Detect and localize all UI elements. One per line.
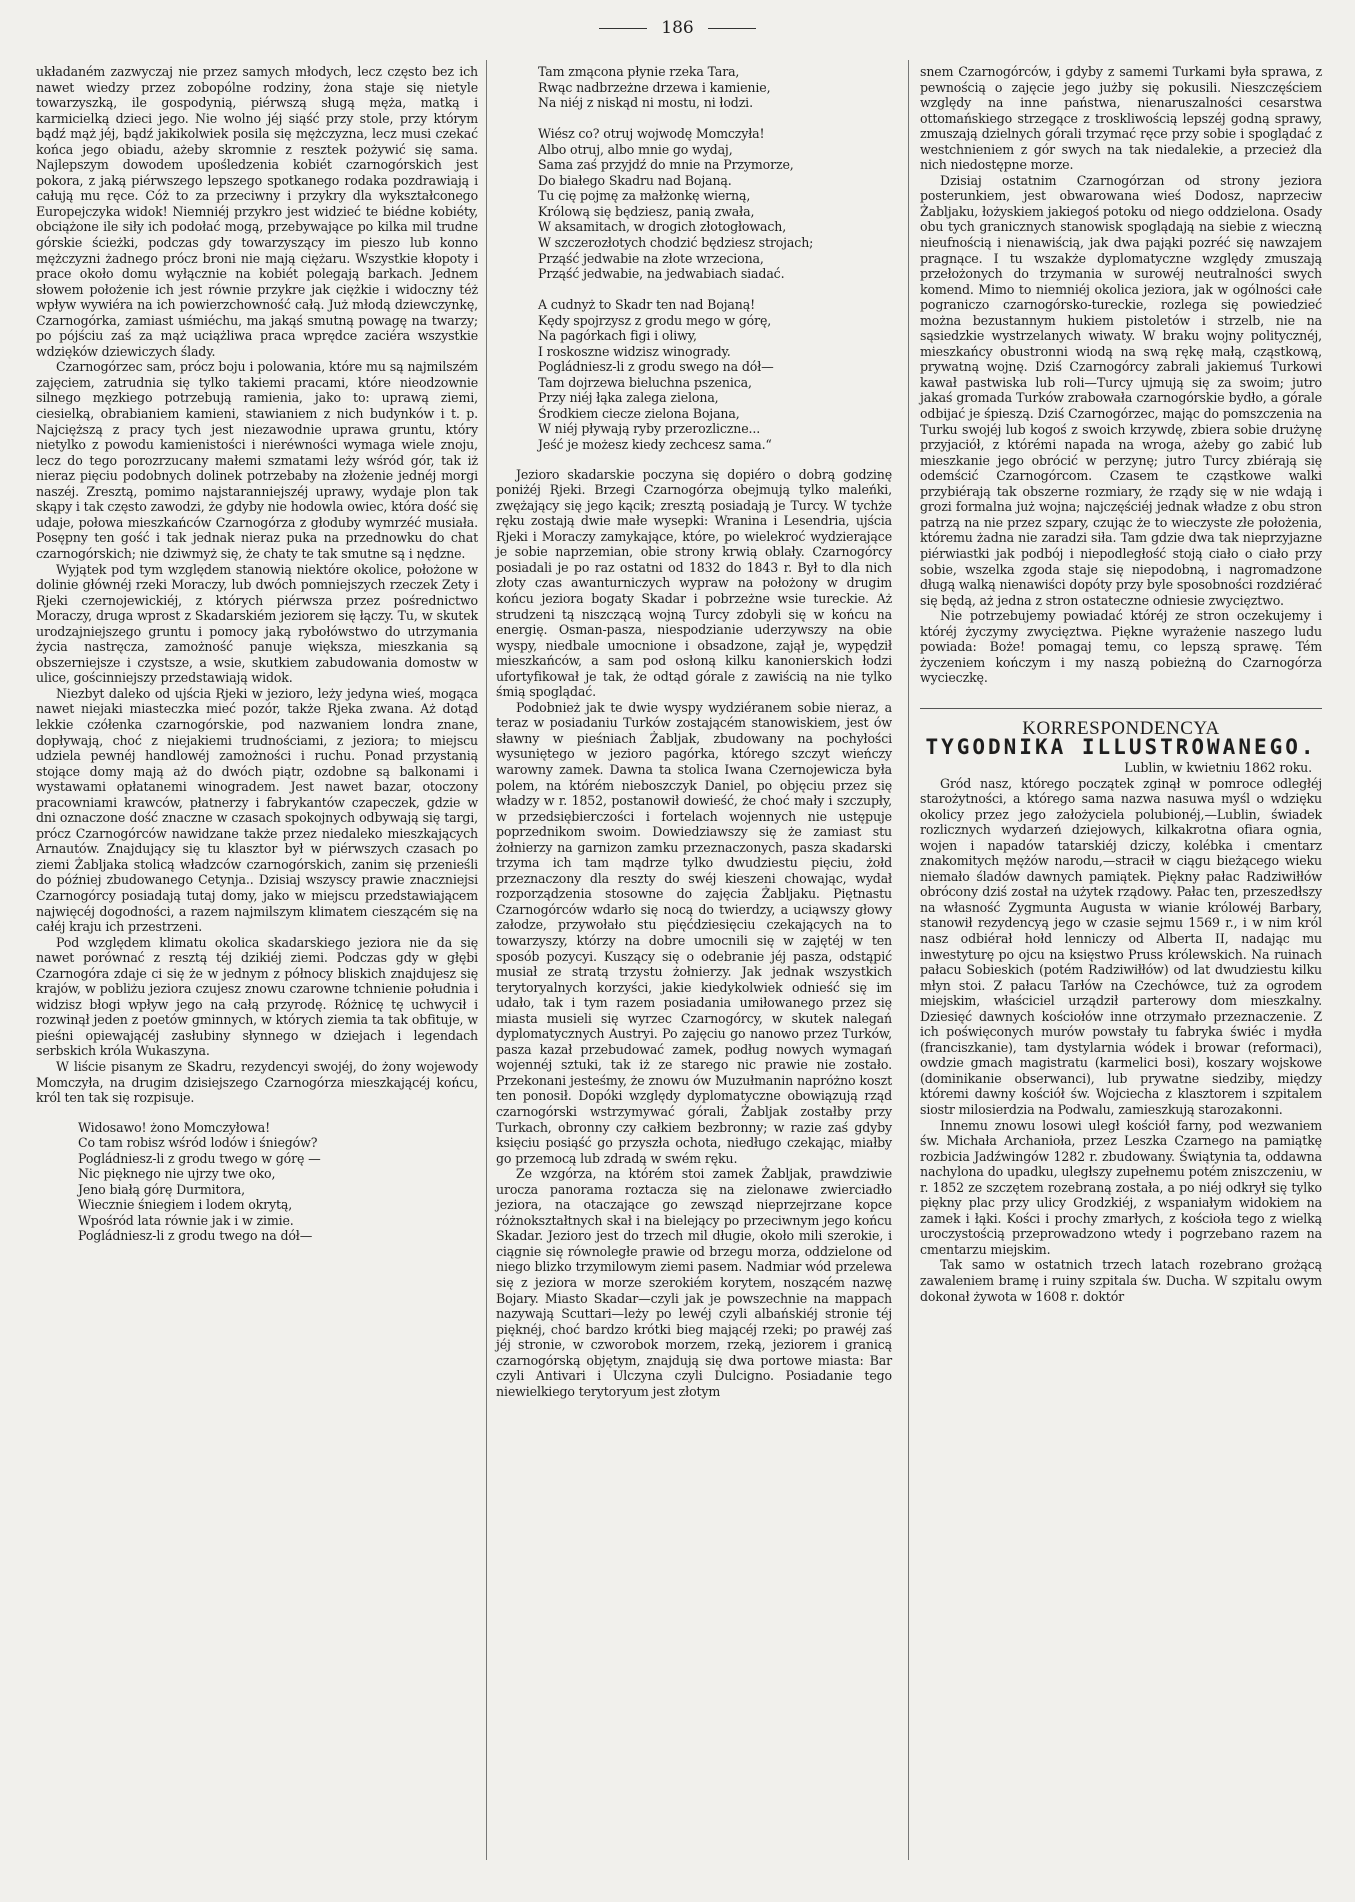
poem-line: A cudnyż to Skadr ten nad Bojaną! (538, 297, 755, 313)
paragraph: Ze wzgórza, na którém stoi zamek Żabljak, prawdziwie urocza panorama roztacza się na zielonawe zwierciadło jeziora, na otaczające go zewsząd nieprzejrzane kopce różnokształtnych skał i na bielejący po przeciwnym jego końcu Skadar. Jezioro jest do trzech mil długie, około mili szerokie, i ciągnie się równoległe prawie od brzegu morza, oddzielone od niego blizko trzymilowym ziemi pasem. Nadmiar wód przelewa się z jeziora w morze szerokiém korytem, noszącém nazwę Bojary. Miasto Skadar—czyli jak je powszechnie na mappach nazywają Scuttari—leży po lewéj czyli albańskiéj stronie téj pięknéj, choć bardzo krótki bieg mającéj rzeki; po prawéj zaś jéj stronie, w czworobok morzem, rzeką, jeziorem i granicą czarnogórską objętym, znajdują się dwa portowe miasta: Bar czyli Antivari i Ulczyna czyli Dulcigno. Posiadanie tego niewielkiego terytoryum jest złotym (496, 1166, 892, 1399)
poem-line: Środkiem ciecze zielona Bojana, (538, 405, 740, 421)
poem-line: Widosawo! żono Momczyłowa! (78, 1119, 271, 1135)
paragraph: Innemu znowu losowi uległ kościół farny, pod wezwaniem św. Michała Archanioła, przez Leszka Czarnego na pamiątkę rozbicia Jadźwingów 1282 r. zbudowany. Świątynia ta, oddawna nachylona do upadku, uległszy zupełnemu potém zniszczeniu, w r. 1852 ze szczętem rozebraną została, a po niéj odkrył się tylko piękny plac przy ulicy Grodzkiéj, z wspaniałym widokiem na zamek i łąki. Kości i prochy zmarłych, z kościoła tego z wielką uroczystością przeprowadzono wtedy i pogrzebano razem na cmentarzu miejskim. (920, 1117, 1322, 1257)
paragraph: Czarnogórzec sam, prócz boju i polowania, które mu są najmilszém zajęciem, zatrudnia się tylko takiemi pracami, które nieodzownie silnego męzkiego potrzebują ramienia, jako to: uprawą ziemi, ciesielką, obrabianiem kamieni, stawianiem z nich budynków i t. p. Najcięższą z pracy tych jest niezawodnie uprawa gruntu, który nietylko z powodu kamienistości i nieréwności wymaga wiele znoju, lecz do tego porozrzucany małemi szmatami leży wśród gór, tak iż nieraz pięciu podobnych dolinek potrzebaby na złożenie jednéj morgi naszéj. Zresztą, pomimo najstaranniejszéj uprawy, wydaje plon tak skąpy i tak często zawodzi, że gdyby nie hodowla owiec, która dość się udaje, połowa mieszkańców Czarnogórza z głoduby wymrzéć musiała. Posępny ten gość i tak jednak nieraz puka na przednowku do chat czarnogórskich; nie dziwmyż się, że chaty te tak smutne są i nędzne. (36, 359, 478, 561)
paragraph: Gród nasz, którego początek zginął w pomroce odległéj starożytności, a którego sama nazwa nasuwa myśl o wdzięku okolicy przez jego założyciela polubionéj,—Lublin, świadek rozlicznych wydarzeń dziejowych, kilkakrotna ofiara ognia, wojen i napadów tatarskiéj dziczy, kolébka i cmentarz znakomitych mężów narodu,—stracił w ciągu bieżącego wieku niemało śladów dawnych pamiątek. Piękny pałac Radziwiłłów obrócony dziś został na użytek rządowy. Pałac ten, przeszedłszy na własność Zygmunta Augusta w wianie królowéj Barbary, stanowił rezydencyą jego w czasie sejmu 1569 r., i w nim król nasz odbiérał hołd lenniczy od Alberta II, nadając mu inwestyturę po ojcu na księstwo Pruss królewskich. Na ruinach pałacu Sobieskich (potém Radziwiłłów) od lat dwudziestu kilku młyn stoi. Z pałacu Tarłów na Czechówce, tuż za ogrodem miejskim, właściciel urządził parterowy dom mieszkalny. Dziesięć dawnych kościołów inne otrzymało przeznaczenie. Z ich poświęconych murów powstały tu fabryka świéc i mydła (franciszkanie), tam dystylarnia wódek i browar (reformaci), owdzie gmach magistratu (karmelici bosi), koszary wojskowe (dominikanie obserwanci), lub prywatne siedziby, między któremi dawny kościół św. Wojciecha z klasztorem i szpitalem siostr milosierdzia na Podwalu, zamieszkują starozakonni. (920, 775, 1322, 1117)
poem-line: Prząść jedwabie, na jedwabiach siadać. (538, 266, 785, 282)
stanza-break (538, 282, 892, 298)
poem-line: Jeno białą górę Durmitora, (78, 1181, 245, 1197)
article-body (496, 467, 892, 1400)
poem-line: W szczerozłotych chodzić będziesz strojach; (538, 234, 814, 250)
poem-line: Do białego Skadru nad Bojaną. (538, 172, 732, 188)
poem (78, 1120, 478, 1244)
paragraph: Dzisiaj ostatnim Czarnogórzan od strony jeziora posterunkiem, jest obwarowana wieś Dodosz, naprzeciw Żabljaku, łożyskiem jakiegoś potoku od niego oddzielona. Osady obu tych granicznych stanowisk spoglądają na siebie z wieczną nieufnością i nienawiścią, jak dwa pająki pozréć się nawzajem pragnące. I tu wszakże dyplomatyczne względy zmuszają przełożonych do trzymania w surowéj neutralności swych komend. Mimo to niemniéj okolica jeziora, jak w ogólności całe pograniczo czarnogórsko-tureckie, rozlega się powiedzieć można bezustannym hukiem pistoletów i strzelb, nie na sąsiedzkie wystrzelanych wiwaty. W braku wojny politycznéj, mieszkańcy obustronni wiodą na swą rękę małą, cząstkową, prywatną wojnę. Dziś Czarnogórcy zabrali jakiemuś Turkowi kawał pastwiska lub roli—Turcy ujmują się za swoim; jutro jakaś gromada Turków zrabowała czarnogórskie bydło, a górale odbijać je śpieszą. Dziś Czarnogórzec, mając do pomszczenia na Turku swojéj lub kogoś z swoich krzywdę, zbiera sobie drużynę przyjaciół, z którémi napada na wroga, ażeby go zabić lub mieszkanie jego obrócić w perzynę; jutro Turcy zbiérają się odemścić Czarnogórcom. Czasem te cząstkowe walki przybiérają tak obszerne rozmiary, że rządy się w nie wdają i grozi formalna już wojna; najczęściéj jednak władze z obu stron patrzą na nie przez szpary, czując że to wieczyste złe położenia, któremu żadna nie zaradzi siła. Tam gdzie dwa tak nieprzyjazne piérwiastki jak podbój i niepodległość stoją ciało o ciało przy sobie, wszelka zgoda staje się niepodobną, i nagromadzone długą walką nienawiści dopóty przy byle sposobności rozdziérać się będą, aż jedna z stron ostateczne odniesie zwycięztwo. (920, 172, 1322, 608)
poem (538, 64, 892, 453)
page-number-text: 186 (661, 18, 694, 38)
paragraph: snem Czarnogórców, i gdyby z samemi Turkami była sprawa, z pewnością o zajęcie jego jużby się pokusili. Nieszczęściem względy na inne państwa, nienaruszalności cesarstwa ottomańskiego strzegące z troskliwością lepszéj godną sprawy, zmuszają dzielnych górali trzymać ręce przy sobie i spoglądać z westchnieniem z gór swych na tak niedalekie, a przecież dla nich niedostępne morze. (920, 64, 1322, 173)
poem-line: Pogládniesz-li z grodu twego na dół— (78, 1228, 313, 1244)
paragraph: Nie potrzebujemy powiadać któréj ze stron oczekujemy i któréj życzymy zwycięztwa. Piękne wyrażenie naszego ludu powiada: Boże! pomagaj temu, co lepszą sprawę. Tém życzeniem kończym i my naszą pobieżną do Czarnogórza wycieczkę. (920, 608, 1322, 686)
poem-line: Albo otruj, albo mnie go wydaj, (538, 141, 733, 157)
paragraph: Jezioro skadarskie poczyna się dopiéro o dobrą godzinę poniżéj Rjeki. Brzegi Czarnogórza obejmują tylko maleńki, zwężający się jego kącik; zresztą posiadają je Turcy. W tychże ręku zostają dwie małe wysepki: Wranina i Lesendria, ujścia Rjeki i Moraczy zamykające, które, po wielekroć wydzierające je sobie naprzemian, obie strony krwią oblały. Czarnogórcy posiadali je po raz ostatni od 1832 do 1843 r. Był to dla nich złoty czas awanturniczych wypraw na położony w drugim końcu jeziora bogaty Skadar i pobrzeżne wsie tureckie. Aż strudzeni tą niszczącą wojną Turcy zdobyli się w końcu na energię. Osman-pasza, niespodzianie uderzywszy na obie wyspy, niedbale umocnione i obsadzone, zajął je, wypędził mieszkańców, a sam pod osłoną kilku kanonierskich łodzi ufortyfikował je tak, że odtąd górale z zawiścią na nie tylko śmią spoglądać. (496, 466, 892, 700)
column-1 (36, 64, 478, 1258)
poem-line: Wpośród lata równie jak i w zimie. (78, 1212, 294, 1228)
poem-line: Wiecznie śniegiem i lodem okrytą, (78, 1197, 293, 1213)
page-number (0, 18, 1355, 38)
dateline: Lublin, w kwietniu 1862 roku. (1124, 759, 1312, 775)
correspondence-body (920, 776, 1322, 1305)
poem-line: Wiész co? otruj wojwodę Momczyła! (538, 126, 765, 142)
article-body (920, 64, 1322, 686)
column-divider (908, 60, 909, 1860)
divider (599, 28, 647, 29)
poem-line: Rwąc nadbrzeżne drzewa i kamienie, (538, 79, 771, 95)
paragraph: Pod względem klimatu okolica skadarskiego jeziora nie da się nawet porównać z resztą téj dzikiéj ziemi. Podczas gdy w głębi Czarnogóra zdaje ci się że w jednym z północy bliskich znajdujesz się krajów, w pobliżu jeziora czujesz znowu czarowne tchnienie południa i widzisz błogi wpływ jego na całą przyrodę. Różnicę tę uchwycił i rozwinął jeden z poetów gminnych, w których ziemia ta tak obfituje, w pieśni opiewającéj zasłubiny słynnego w dziejach i legendach serbskich króla Wukaszyna. (36, 934, 478, 1059)
column-divider (486, 60, 487, 1860)
poem-line: Kędy spojrzysz z grodu mego w górę, (538, 312, 772, 328)
poem-line: Na niéj z niskąd ni mostu, ni łodzi. (538, 95, 753, 111)
divider (708, 28, 756, 29)
poem-line: Tam dojrzewa bieluchna pszenica, (538, 374, 752, 390)
poem-line: Nic pięknego nie ujrzy twe oko, (78, 1166, 276, 1182)
poem-line: W aksamitach, w drogich złotogłowach, (538, 219, 787, 235)
paragraph: Podobnież jak te dwie wyspy wydziéranem sobie nieraz, a teraz w posiadaniu Turków zostającém stanowiskiem, jest ów sławny w pieśniach Żabljak, zbudowany na pochyłości wysuniętego w jezioro pagórka, którego szczyt wieńczy warowny zamek. Dawna ta stolica Iwana Czernojewicza była polem, na którém nieboszczyk Daniel, po objęciu przez się władzy w r. 1852, postanowił dowieść, że choć mały i szczupły, w przedsiębierczości i fortelach wojennych nie ustępuje poprzednikom swoim. Dowiedziawszy się że zamiast stu żołnierzy na garnizon zamku przeznaczonych, pasza skadarski trzyma ich tam mądrze tylko dwudziestu pięciu, żołd przeznaczony dla reszty do swéj kieszeni chowając, wydał rozporządzenia stosowne do zajęcia Żabljaku. Piętnastu Czarnogórców wdarło się nocą do twierdzy, a uciąwszy głowy załodze, przywołało stu pięćdziesięciu czekających na to towarzyszy, którzy na dobre umocnili się w zajętéj w ten sposób pozycyi. Kuszący się o odebranie jéj pasza, odstąpić musiał ze stratą trzystu żołnierzy. Jak jednak wszystkich terytoryalnych korzyści, jakie kiedykolwiek odnieść się im udało, tak i tym razem posiadania umiłowanego przez się miasta musieli się wyrzec Czarnogórcy, w skutek nalegań dyplomatycznych Austryi. Po zajęciu go nanowo przez Turków, pasza kazał przebudować zamek, podług nowych wymagań wojennéj sztuki, tak iż ze starego nic prawie nie zostało. Przekonani jesteśmy, że znowu ów Muzułmanin napróżno koszt ten ponosił. Dopóki względy dyplomatyczne obowiązują rząd czarnogórski wstrzymywać górali, Żabljak zostałby przy Turkach, obronny czy całkiem bezbronny; w razie zaś gdyby księciu posiąść go przyszła ochota, niedługo czekając, miałby go przemocą lub zdradą w swém ręku. (496, 699, 892, 1166)
paragraph: Wyjątek pod tym względem stanowią niektóre okolice, położone w dolinie głównéj rzeki Moraczy, lub dwóch pomniejszych rzeczek Zety i Rjeki czernojewickiéj, z których piérwsza przez pośrednictwo Moraczy, druga wprost z Skadarskiém jeziorem się łączy. Tu, w skutek urodzajniejszego gruntu i pomocy jaką rybołówstwo do utrzymania życia nastręcza, zamożność panuje większa, mieszkania są obszerniejsze i czystsze, a wsie, skutkiem zabudowania domostw w ulice, gościnniejszy przedstawiają widok. (36, 561, 478, 686)
poem-line: Przy niéj łąka zalega zielona, (538, 390, 719, 406)
poem-line: Tam zmącona płynie rzeka Tara, (538, 64, 740, 79)
paragraph: Niezbyt daleko od ujścia Rjeki w jezioro, leży jedyna wieś, mogąca nawet niejaki miasteczka mieć pozór, także Rjeka zwana. Aż dotąd lekkie czółenka czarnogórskie, pod nazwaniem londra znane, dopływają, choć z niejakiemi trudnościami, z jeziora; to miejscu udziela pewnéj handlowéj zamożności i ruchu. Ponad przystanią stojące domy mają aż do dwóch piątr, ozdobne są balkonami i wystawami opłatanemi winogradem. Jest nawet bazar, otoczony pracowniami krawców, płatnerzy i fabrykantów czapeczek, gdzie w dni oznaczone dość znaczne w czasach spokojnych odbywają się targi, prócz Czarnogórców nawidzane także przez niedaleko mieszkających Arnautów. Znajdujący się tu klasztor był w piérwszych czasach po ziemi Żabljaka stolicą władzców czarnogórskich, zanim się przenieśli do później zbudowanego Cetynja.. Dzisiaj wszyscy prawie znaczniejsi Czarnogórcy posiadają tutaj domy, jako w miejscu przedstawiającem najwięcéj dogodności, a razem najmilszym klimatem cieszącém się na całéj kraju ich przestrzeni. (36, 685, 478, 935)
poem-line: Prząść jedwabie na złote wrzeciona, (538, 250, 764, 266)
paragraph: W liście pisanym ze Skadru, rezydencyi swojéj, do żony wojewody Momczyła, na drugim dzisiejszego Czarnogórza mieszkającéj końcu, król ten tak się rozpisuje. (36, 1059, 478, 1106)
paragraph: układaném zazwyczaj nie przez samych młodych, lecz często bez ich nawet wiedzy przez zobopólne rodziny, żona staje się nietyle towarzyszką, ile gospodynią, piérwszą sługą męża, matką i karmicielką dzieci jego. Nie wolno jéj siąść przy stole, przy którym bądź mąż jéj, bądź jakikolwiek posila się mężczyzna, lecz musi czekać końca jego obiadu, ażeby skromnie z resztek pożywić się sama. Najlepszym dowodem upośledzenia kobiét czarnogórskich jest pokora, z jaką piérwszego lepszego spotkanego rodaka pozdrawiają i całują mu ręce. Cóż to za przeciwny i przykry dla wykształconego Europejczyka widok! Niemniéj przykro jest widzieć te biédne kobiéty, obciążone ile siły ich podołać mogą, przebywające po kilka mil trudne górskie ścieżki, podczas gdy towarzyszący im pieszo lub konno mężczyzni żadnego prócz broni nie mają ciężaru. Wszystkie kłopoty i prace około domu wyłącznie na kobiét polegają barkach. Jednem słowem położenie ich jest równie przykre jak ciężkie i widoczny téż wpływ wywiéra na ich powierzchowność całą. Już młodą dziewczynkę, Czarnogórka, zamiast uśmiéchu, ma jakąś smutną powagę na twarzy; po pójściu zaś za mąż uciążliwa praca wprędce zaciéra wszystkie wdzięków dziewiczych ślady. (36, 64, 478, 359)
column-3 (920, 64, 1322, 1304)
poem-line: Co tam robisz wśród lodów i śniegów? (78, 1135, 318, 1151)
poem-line: Pogládniesz-li z grodu swego na dół— (538, 359, 774, 375)
article-body (36, 64, 478, 1106)
poem-line: Pogládniesz-li z grodu twego w górę — (78, 1150, 321, 1166)
poem-line: I roskoszne widzisz winogrady. (538, 343, 731, 359)
section-divider (920, 708, 1322, 709)
publication-title: TYGODNIKA ILLUSTROWANEGO. (925, 735, 1317, 760)
poem-line: Jeść je możesz kiedy zechcesz sama.“ (538, 437, 772, 453)
poem-line: W niéj pływają ryby przerozliczne... (538, 421, 761, 437)
section-heading: KORRESPONDENCYA (1022, 717, 1220, 739)
poem-line: Sama zaś przyjdź do mnie na Przymorze, (538, 157, 794, 173)
column-2 (496, 64, 892, 1399)
poem-line: Tu cię pojmę za małżonkę wierną, (538, 188, 751, 204)
paragraph: Tak samo w ostatnich trzech latach rozebrano grożącą zawaleniem bramę i ruiny szpitala św. Ducha. W szpitalu owym dokonał żywota w 1608 r. doktór (920, 1257, 1322, 1304)
poem-line: Na pagórkach figi i oliwy, (538, 328, 697, 344)
poem-line: Królową się będziesz, panią zwała, (538, 203, 755, 219)
stanza-break (538, 111, 892, 127)
